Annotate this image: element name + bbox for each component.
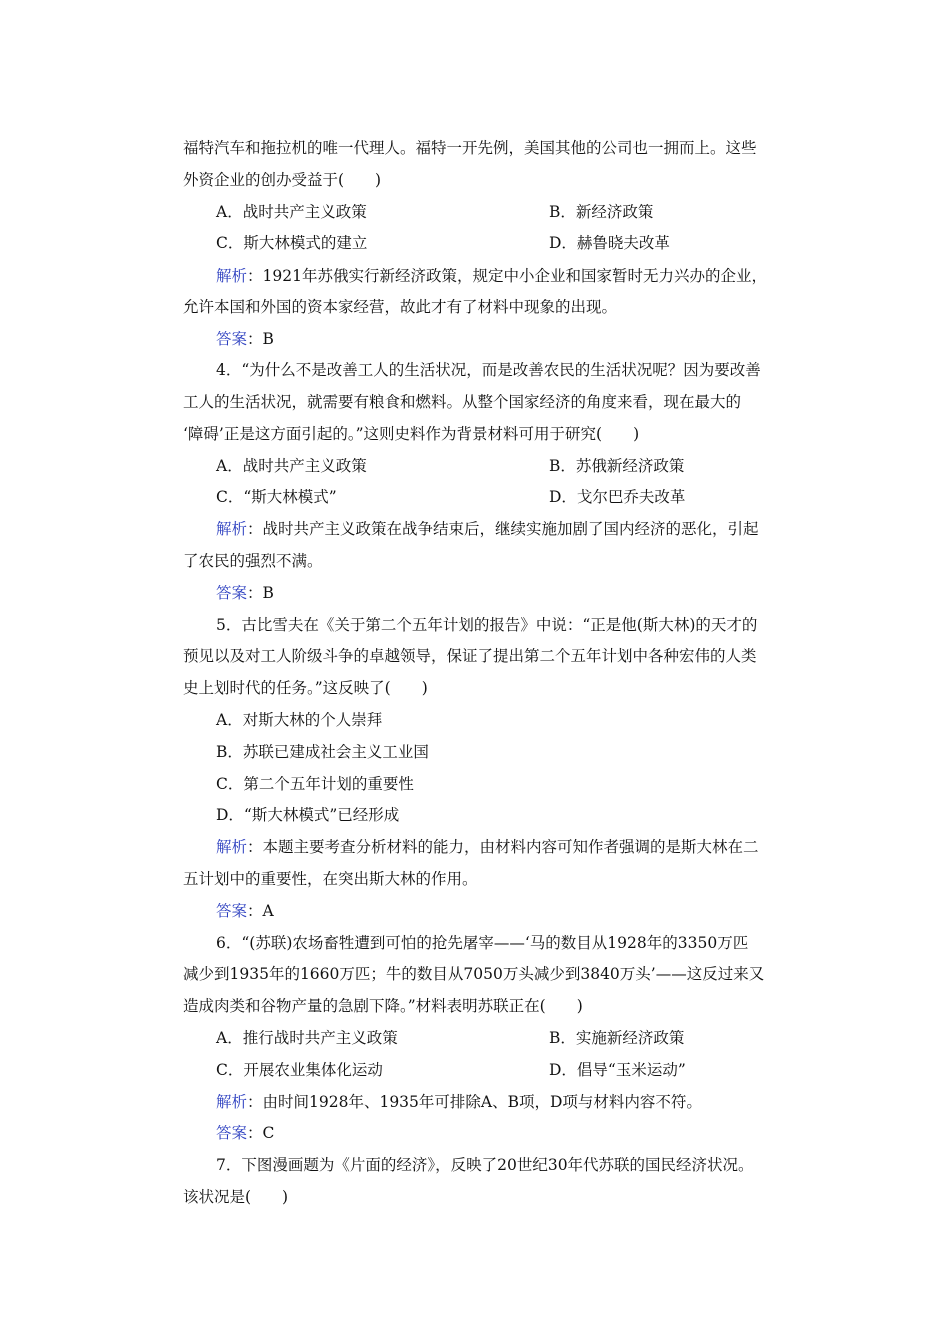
analysis-text: ：由时间1928年、1935年可排除A、B项，D项与材料内容不符。: [247, 1093, 702, 1111]
q3-option-b: B．新经济政策: [549, 203, 654, 221]
q4-stem-line-3: ‘障碍’正是这方面引起的。”这则史料作为背景材料可用于研究( ): [183, 425, 640, 443]
q3-option-d: D．赫鲁晓夫改革: [549, 234, 670, 252]
q4-stem-line-2: 工人的生活状况，就需要有粮食和燃料。从整个国家经济的角度来看，现在最大的: [183, 393, 742, 411]
analysis-text: ：1921年苏俄实行新经济政策，规定中小企业和国家暂时无力兴办的企业，: [247, 267, 767, 285]
q5-stem-line-2: 预见以及对工人阶级斗争的卓越领导，保证了提出第二个五年计划中各种宏伟的人类: [183, 647, 757, 665]
q4-analysis-line-2: 了农民的强烈不满。: [183, 552, 323, 570]
q5-option-a: A．对斯大林的个人崇拜: [216, 711, 383, 729]
q7-stem-line-1: 7．下图漫画题为《片面的经济》，反映了20世纪30年代苏联的国民经济状况。: [216, 1156, 754, 1174]
q7-stem-line-2: 该状况是( ): [183, 1188, 289, 1206]
q3-stem-line-1: 福特汽车和拖拉机的唯一代理人。福特一开先例，美国其他的公司也一拥而上。这些: [183, 139, 757, 157]
q6-option-a: A．推行战时共产主义政策: [216, 1029, 398, 1047]
q6-option-b: B．实施新经济政策: [549, 1029, 685, 1047]
analysis-label: 解析: [216, 267, 248, 285]
analysis-label: 解析: [216, 1093, 248, 1111]
answer-label: 答案: [216, 1124, 248, 1142]
answer-value: ：B: [247, 584, 274, 602]
q6-stem-line-3: 造成肉类和谷物产量的急剧下降。”材料表明苏联正在( ): [183, 997, 583, 1015]
analysis-text: ：本题主要考查分析材料的能力，由材料内容可知作者强调的是斯大林在二: [247, 838, 759, 856]
answer-value: ：B: [247, 330, 274, 348]
q3-stem-line-2: 外资企业的创办受益于( ): [183, 171, 382, 189]
analysis-label: 解析: [216, 838, 248, 856]
q6-analysis: [216, 1092, 702, 1112]
q3-analysis: [216, 266, 767, 286]
q6-stem-line-1: 6．“(苏联)农场畜牲遭到可怕的抢先屠宰——‘马的数目从1928年的3350万匹: [216, 934, 749, 952]
q3-answer: [216, 329, 274, 349]
q5-option-b: B．苏联已建成社会主义工业国: [216, 743, 429, 761]
answer-label: 答案: [216, 584, 248, 602]
q4-option-b: B．苏俄新经济政策: [549, 457, 685, 475]
answer-value: ：A: [247, 902, 274, 920]
q4-option-c: C．“斯大林模式”: [216, 488, 337, 506]
q3-option-a: A．战时共产主义政策: [216, 203, 367, 221]
answer-value: ：C: [247, 1124, 275, 1142]
q6-option-d: D．倡导“玉米运动”: [549, 1061, 686, 1079]
q5-analysis-line-2: 五计划中的重要性，在突出斯大林的作用。: [183, 870, 478, 888]
answer-label: 答案: [216, 902, 248, 920]
q4-option-a: A．战时共产主义政策: [216, 457, 367, 475]
q4-option-d: D．戈尔巴乔夫改革: [549, 488, 686, 506]
analysis-text: ：战时共产主义政策在战争结束后，继续实施加剧了国内经济的恶化，引起: [247, 520, 759, 538]
q5-answer: [216, 901, 274, 921]
analysis-label: 解析: [216, 520, 248, 538]
q5-option-d: D．“斯大林模式”已经形成: [216, 806, 400, 824]
q3-analysis-line-2: 允许本国和外国的资本家经营，故此才有了材料中现象的出现。: [183, 298, 618, 316]
q3-option-c: C．斯大林模式的建立: [216, 234, 368, 252]
q5-option-c: C．第二个五年计划的重要性: [216, 775, 414, 793]
q6-option-c: C．开展农业集体化运动: [216, 1061, 383, 1079]
q5-stem-line-1: 5．古比雪夫在《关于第二个五年计划的报告》中说：“正是他(斯大林)的天才的: [216, 616, 758, 634]
q6-stem-line-2: 减少到1935年的1660万匹；牛的数目从7050万头减少到3840万头’——这反过来又: [183, 965, 765, 983]
q4-analysis: [216, 519, 759, 539]
answer-label: 答案: [216, 330, 248, 348]
q5-stem-line-3: 史上划时代的任务。”这反映了( ): [183, 679, 428, 697]
q6-answer: [216, 1123, 274, 1143]
q5-analysis: [216, 837, 759, 857]
q4-answer: [216, 583, 274, 603]
q4-stem-line-1: 4．“为什么不是改善工人的生活状况，而是改善农民的生活状况呢？因为要改善: [216, 361, 761, 379]
